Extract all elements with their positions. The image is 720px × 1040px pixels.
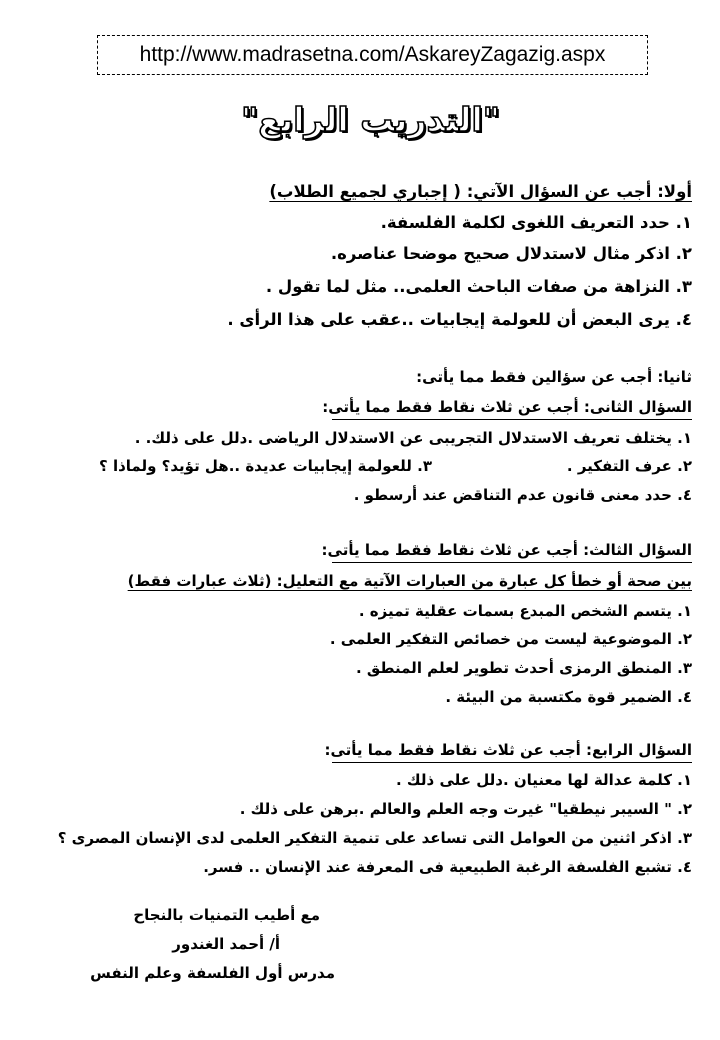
- signature-wishes: مع أطيب التمنيات بالنجاح: [133, 906, 320, 924]
- q2-item-1: ١. يختلف تعريف الاستدلال التجريبى عن الاستدلال الرياضى .دلل على ذلك. .: [134, 429, 692, 447]
- signature-role: مدرس أول الفلسفة وعلم النفس: [90, 964, 335, 982]
- source-url: http://www.madrasetna.com/AskareyZagazig.aspx: [139, 43, 606, 66]
- section2-heading: ثانيا: أجب عن سؤالين فقط مما يأتى:: [416, 368, 692, 386]
- section1-item-4: ٤. يرى البعض أن للعولمة إيجابيات ..عقب على هذا الرأى .: [227, 310, 692, 329]
- q2-heading: السؤال الثانى: أجب عن ثلاث نقاط فقط مما يأتى:: [332, 396, 692, 420]
- source-url-box: [97, 35, 648, 75]
- q2-item-2: ٢. عرف التفكير .: [566, 457, 692, 475]
- q3-intro: بين صحة أو خطأ كل عبارة من العبارات الآتية مع التعليل: (ثلاث عبارات فقط): [127, 572, 692, 590]
- q3-heading: السؤال الثالث: أجب عن ثلاث نقاط فقط مما يأتى:: [332, 539, 692, 563]
- q2-item-4: ٤. حدد معنى قانون عدم التناقض عند أرسطو .: [353, 486, 692, 504]
- q3-item-2: ٢. الموضوعية ليست من خصائص التفكير العلمى .: [329, 630, 692, 648]
- section1-item-1: ١. حدد التعريف اللغوى لكلمة الفلسفة.: [380, 213, 692, 232]
- section1-heading: أولا: أجب عن السؤال الآتي: ( إجباري لجميع الطلاب): [269, 182, 692, 201]
- q3-item-4: ٤. الضمير قوة مكتسبة من البيئة .: [445, 688, 692, 706]
- q2-item-3: ٣. للعولمة إيجابيات عديدة ..هل تؤيد؟ ولماذا ؟: [99, 457, 432, 475]
- q4-item-3: ٣. اذكر اثنين من العوامل التى تساعد على تنمية التفكير العلمى لدى الإنسان المصرى ؟: [57, 829, 692, 847]
- page-title: "التدريب الرابع": [241, 100, 500, 139]
- signature-name: أ/ أحمد الغندور: [172, 935, 280, 953]
- section1-item-2: ٢. اذكر مثال لاستدلال صحيح موضحا عناصره.: [330, 244, 692, 263]
- q3-item-1: ١. يتسم الشخص المبدع بسمات عقلية تميزه .: [358, 602, 692, 620]
- q4-heading: السؤال الرابع: أجب عن ثلاث نقاط فقط مما يأتى:: [332, 739, 692, 763]
- q4-item-2: ٢. " السيبر نيطقيا" غيرت وجه العلم والعالم .برهن على ذلك .: [239, 800, 692, 818]
- q4-item-4: ٤. تشبع الفلسفة الرغبة الطبيعية فى المعرفة عند الإنسان .. فسر.: [203, 858, 692, 876]
- q3-item-3: ٣. المنطق الرمزى أحدث تطوير لعلم المنطق .: [355, 659, 692, 677]
- section1-item-3: ٣. النزاهة من صفات الباحث العلمى.. مثل لما تقول .: [265, 277, 692, 296]
- q4-item-1: ١. كلمة عدالة لها معنيان .دلل على ذلك .: [396, 771, 692, 789]
